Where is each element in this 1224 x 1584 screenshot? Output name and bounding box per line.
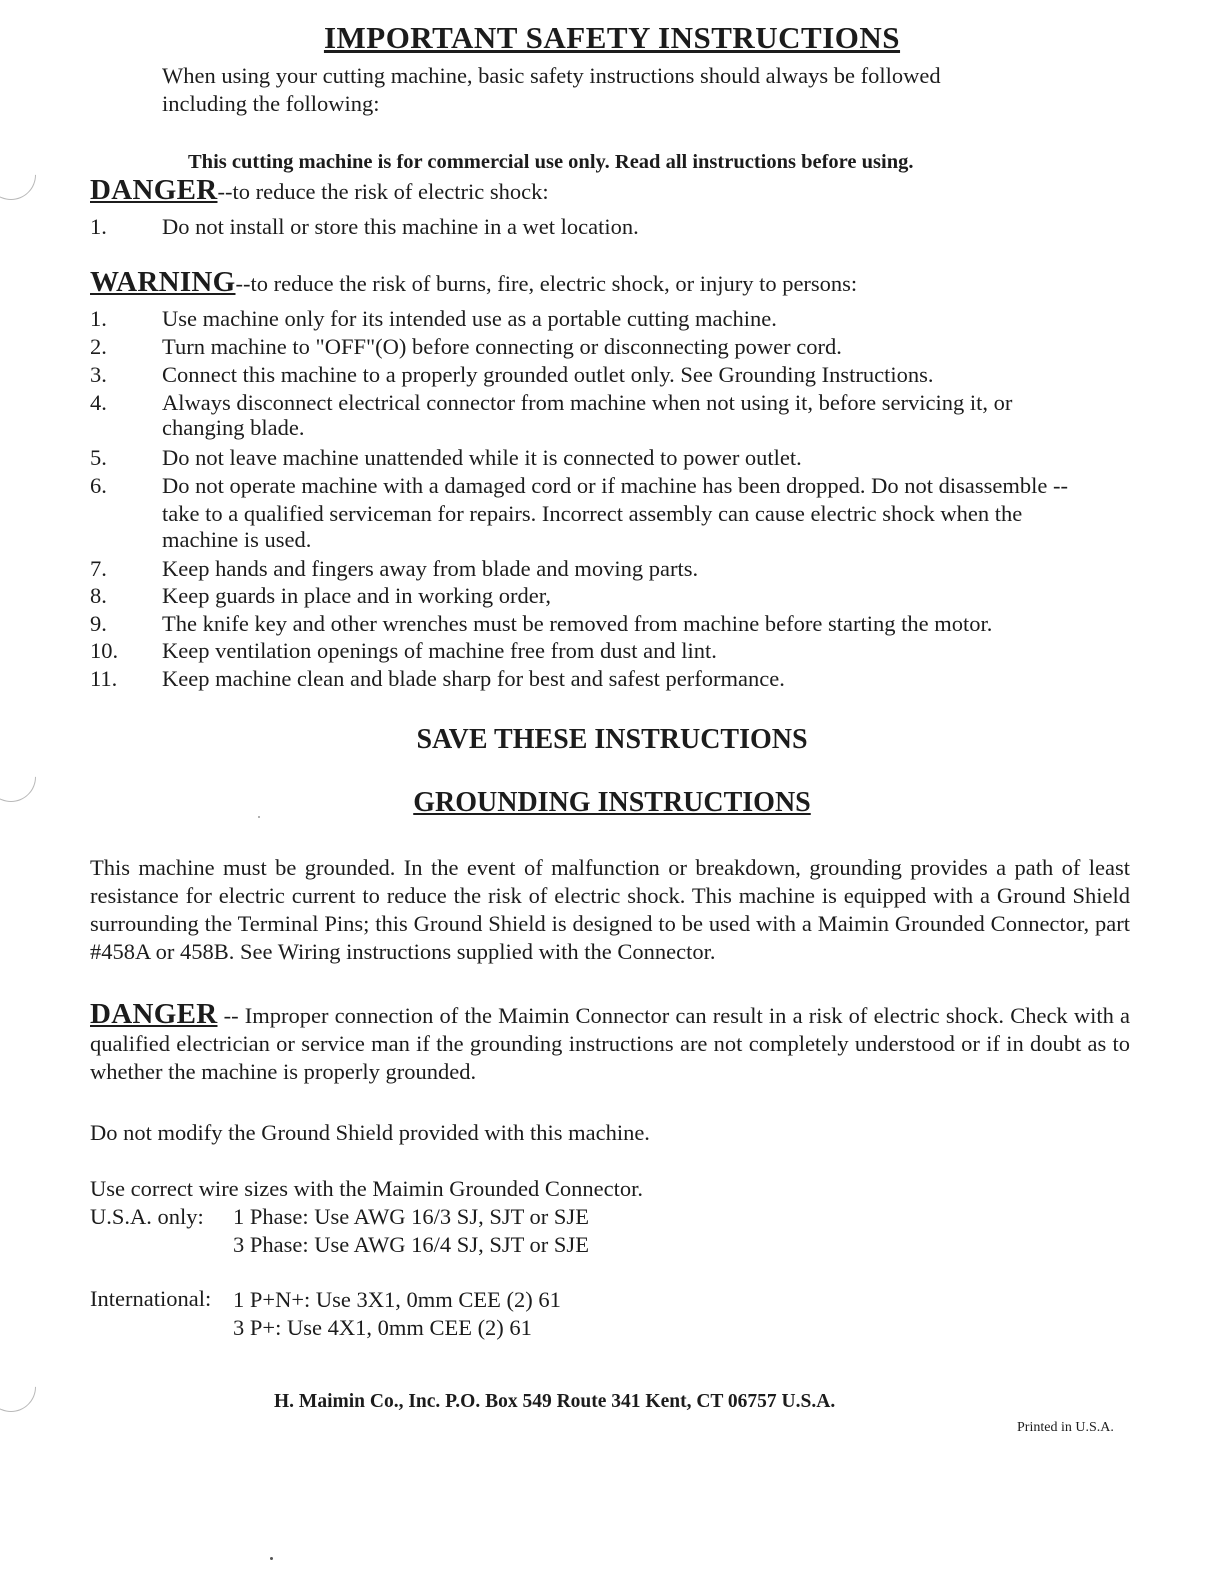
intro-line-1: When using your cutting machine, basic safety instructions should always be followed [162,63,941,88]
intro-line-2: including the following: [162,91,380,116]
list-item-number: 10. [90,638,119,663]
list-item-text: Keep hands and fingers away from blade and moving parts. [162,556,699,581]
binder-hole-top [0,140,46,211]
list-item-number: 7. [90,556,107,581]
list-item-number: 1. [90,306,107,331]
company-address: H. Maimin Co., Inc. P.O. Box 549 Route 341 Kent, CT 06757 U.S.A. [274,1391,836,1412]
warning-description: --to reduce the risk of burns, fire, electric shock, or injury to persons: [235,271,858,296]
danger-connection-text: -- Improper connection of the Maimin Connector can result in a risk of electric shock. Check with a qualified electrician or service man if the grounding instructions are not completely understood or if in doubt as to whether the machine is properly grounded. [90,1003,1130,1084]
international-line1: 1 P+N+: Use 3X1, 0mm CEE (2) 61 [233,1287,561,1312]
scan-speck [270,1557,273,1560]
binder-hole-bottom [0,1352,46,1423]
list-item-number: 3. [90,362,107,387]
document-title: IMPORTANT SAFETY INSTRUCTIONS [323,20,901,55]
danger-label: DANGER [90,174,218,206]
list-item-text: Keep guards in place and in working order, [162,583,551,608]
list-item-number: 6. [90,473,107,498]
list-item-number: 5. [90,445,107,470]
list-item-text: Connect this machine to a properly grounded outlet only. See Grounding Instructions. [162,362,934,387]
save-instructions-heading: SAVE THESE INSTRUCTIONS [416,724,808,755]
usa-label: U.S.A. only: [90,1204,204,1229]
list-item-text: Keep machine clean and blade sharp for best and safest performance. [162,666,785,691]
international-label: International: [90,1286,212,1311]
list-item-text: Always disconnect electrical connector from machine when not using it, before servicing it, or [162,390,1013,415]
list-item-number: 9. [90,611,107,636]
warning-label: WARNING [90,266,236,298]
usa-phase1: 1 Phase: Use AWG 16/3 SJ, SJT or SJE [233,1204,589,1229]
list-item-text: Turn machine to "OFF"(O) before connecting or disconnecting power cord. [162,334,842,359]
list-item-text: Use machine only for its intended use as a portable cutting machine. [162,306,777,331]
usa-phase3: 3 Phase: Use AWG 16/4 SJ, SJT or SJE [233,1232,589,1257]
printed-in-usa: Printed in U.S.A. [1017,1420,1114,1435]
danger-heading [90,174,549,207]
danger-label: DANGER [90,998,218,1030]
grounding-heading: GROUNDING INSTRUCTIONS [413,787,811,818]
list-item-text: Keep ventilation openings of machine free from dust and lint. [162,638,717,663]
danger-description: --to reduce the risk of electric shock: [217,179,549,204]
wire-size-intro: Use correct wire sizes with the Maimin Grounded Connector. [90,1176,643,1201]
international-line2: 3 P+: Use 4X1, 0mm CEE (2) 61 [233,1315,532,1340]
list-item-text: changing blade. [162,415,305,440]
list-item-text: Do not leave machine unattended while it is connected to power outlet. [162,445,802,470]
commercial-use-note: This cutting machine is for commercial use only. Read all instructions before using. [188,151,914,173]
grounding-paragraph: This machine must be grounded. In the event of malfunction or breakdown, grounding provides a path of least resistance for electric current to reduce the risk of electric shock. This machine is equipped with a Ground Shield surrounding the Terminal Pins; this Ground Shield is designed to be used with a Maimin Grounded Connector, part #458A or 458B. See Wiring instructions supplied with the Connector. [90,855,1130,964]
list-item-number: 4. [90,390,107,415]
warning-heading [90,266,857,299]
modify-ground-shield-note: Do not modify the Ground Shield provided with this machine. [90,1120,650,1145]
danger-connection-paragraph [90,1000,1130,1086]
list-item-text: take to a qualified serviceman for repairs. Incorrect assembly can cause electric shock when the [162,501,1023,526]
list-item-number: 2. [90,334,107,359]
list-item-text: machine is used. [162,527,312,552]
list-item-number: 1. [90,214,107,239]
list-item-number: 11. [90,666,118,691]
list-item-text: Do not operate machine with a damaged cord or if machine has been dropped. Do not disassemble -- [162,473,1068,498]
list-item-number: 8. [90,583,107,608]
list-item-text: Do not install or store this machine in a wet location. [162,214,639,239]
list-item-text: The knife key and other wrenches must be removed from machine before starting the motor. [162,611,993,636]
